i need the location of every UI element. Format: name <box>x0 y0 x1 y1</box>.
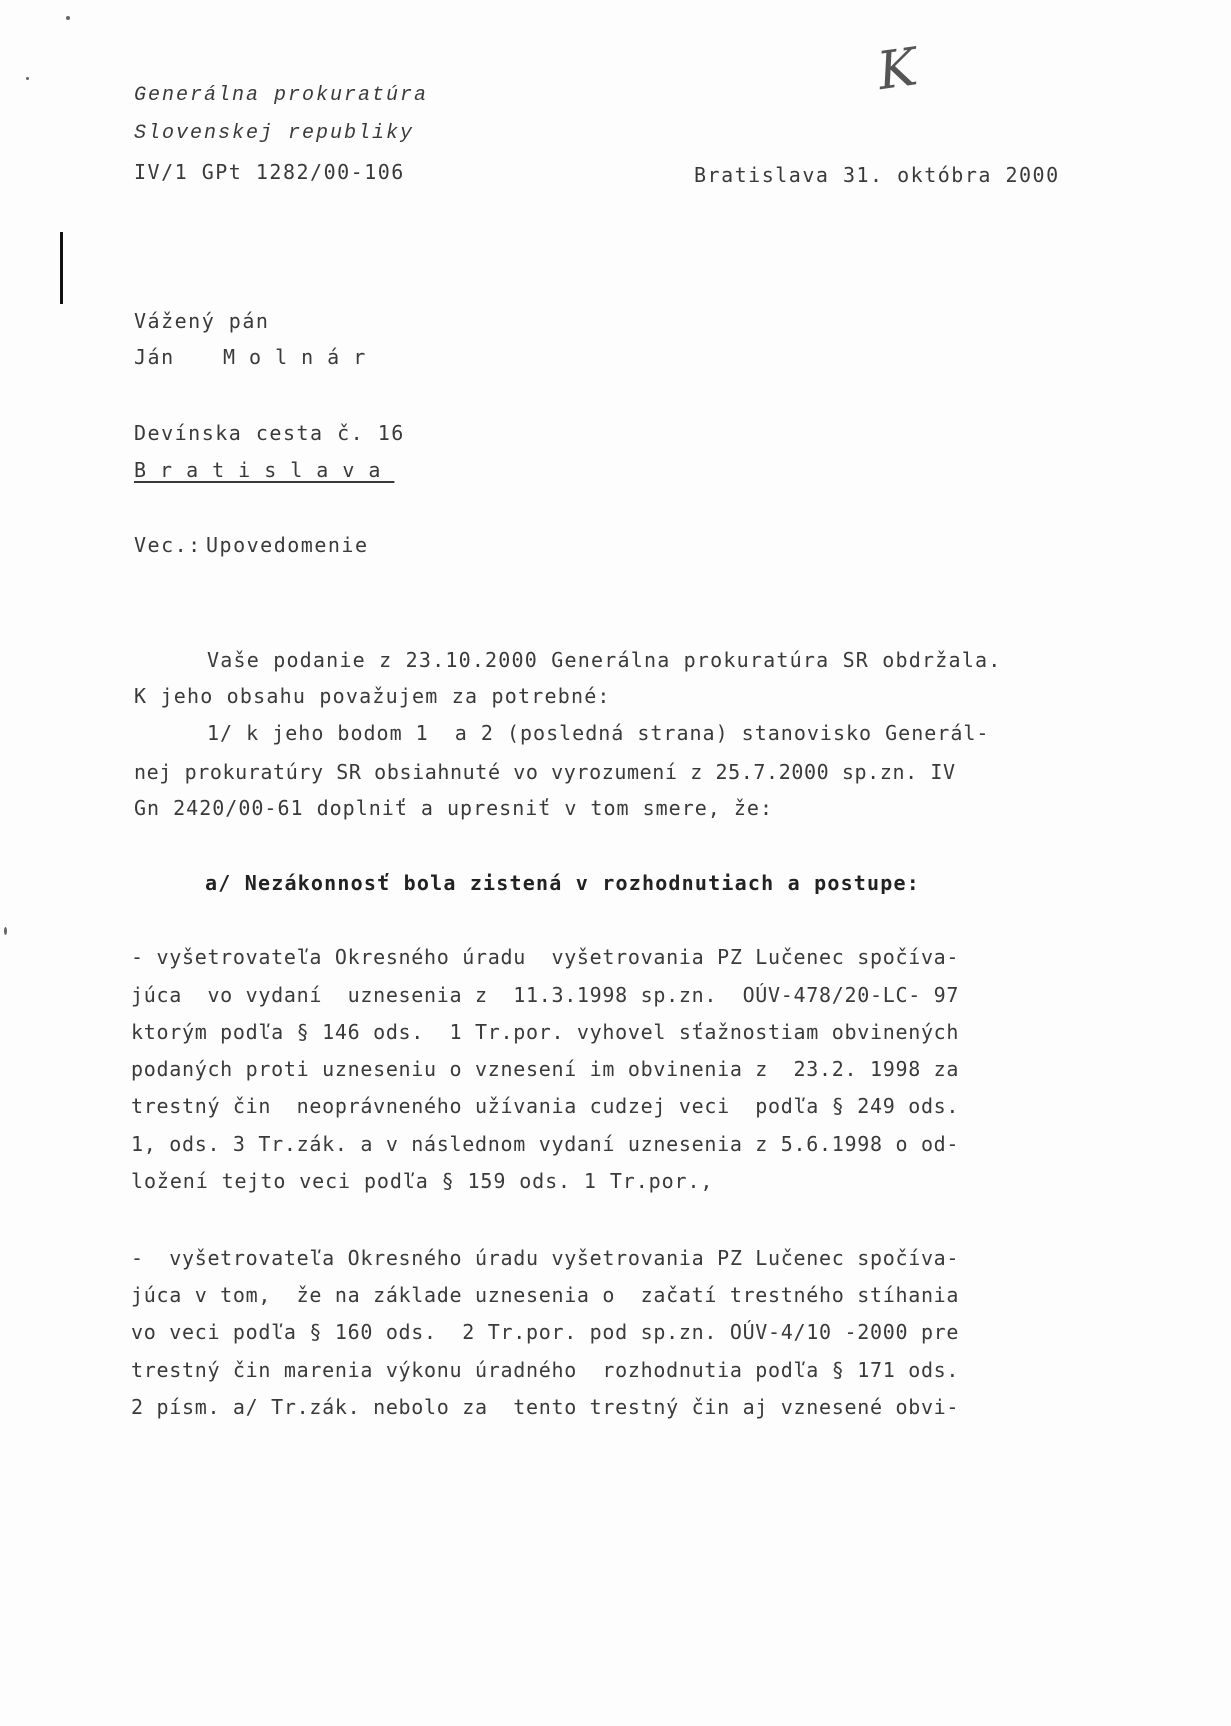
paragraph-line: podaných proti uzneseniu o vznesení im obvinenia z 23.2. 1998 za <box>131 1057 960 1081</box>
margin-mark <box>60 232 63 304</box>
paragraph-line: - vyšetrovateľa Okresného úradu vyšetrovania PZ Lučenec spočíva- <box>131 945 960 969</box>
paragraph-line: ložení tejto veci podľa § 159 ods. 1 Tr.por., <box>131 1169 714 1193</box>
reference-number: IV/1 GPt 1282/00-106 <box>134 160 405 184</box>
scan-speck <box>66 16 70 20</box>
handwritten-initials: K <box>873 37 917 103</box>
paragraph-line: trestný čin marenia výkonu úradného rozhodnutia podľa § 171 ods. <box>131 1358 960 1382</box>
intro-line: Vaše podanie z 23.10.2000 Generálna prokuratúra SR obdržala. <box>207 648 1002 672</box>
recipient-street: Devínska cesta č. 16 <box>134 421 405 445</box>
paragraph-line: trestný čin neoprávneného užívania cudzej veci podľa § 249 ods. <box>131 1094 960 1118</box>
subject-text: Upovedomenie <box>206 533 369 557</box>
paragraph-line: júca v tom, že na základe uznesenia o začatí trestného stíhania <box>131 1283 960 1307</box>
point1-line: 1/ k jeho bodom 1 a 2 (posledná strana) stanovisko Generál- <box>207 721 990 745</box>
section-heading: a/ Nezákonnosť bola zistená v rozhodnutiach a postupe: <box>205 871 921 895</box>
place-and-date: Bratislava 31. októbra 2000 <box>694 163 1060 187</box>
scan-speck <box>4 927 7 935</box>
recipient-city: Bratislava <box>134 458 395 482</box>
paragraph-line: vo veci podľa § 160 ods. 2 Tr.por. pod sp.zn. OÚV-4/10 -2000 pre <box>131 1320 960 1344</box>
salutation: Vážený pán <box>134 309 270 333</box>
paragraph-line: júca vo vydaní uznesenia z 11.3.1998 sp.zn. OÚV-478/20-LC- 97 <box>131 983 960 1007</box>
org-name-line1: Generálna prokuratúra <box>134 84 429 107</box>
paragraph-line: ktorým podľa § 146 ods. 1 Tr.por. vyhovel sťažnostiam obvinených <box>131 1020 960 1044</box>
recipient-surname: Molnár <box>223 345 380 369</box>
paragraph-line: 2 písm. a/ Tr.zák. nebolo za tento trestný čin aj vznesené obvi- <box>131 1395 960 1419</box>
paragraph-line: - vyšetrovateľa Okresného úradu vyšetrovania PZ Lučenec spočíva- <box>131 1246 960 1270</box>
intro-line: K jeho obsahu považujem za potrebné: <box>134 684 611 708</box>
org-name-line2: Slovenskej republiky <box>134 122 415 145</box>
subject-label: Vec.: <box>134 533 202 557</box>
point1-line: nej prokuratúry SR obsiahnuté vo vyrozumení z 25.7.2000 sp.zn. IV <box>134 760 956 784</box>
recipient-first-name: Ján <box>134 345 175 369</box>
paragraph-line: 1, ods. 3 Tr.zák. a v následnom vydaní uznesenia z 5.6.1998 o od- <box>131 1132 960 1156</box>
point1-line: Gn 2420/00-61 doplniť a upresniť v tom smere, že: <box>134 796 774 820</box>
scan-speck <box>26 77 29 80</box>
